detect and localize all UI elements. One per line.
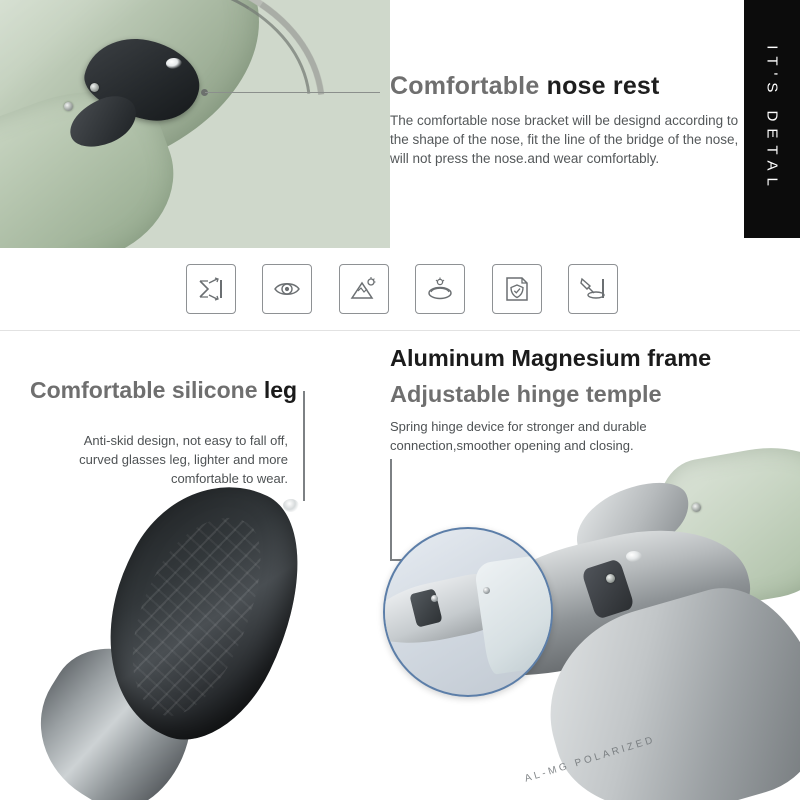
- magnifier-screw-b: [483, 587, 490, 594]
- sunglasses-nose-photo: [0, 0, 390, 248]
- silicone-leg-heading: [30, 377, 297, 404]
- detail-side-tab-label: IT'S DETAL: [763, 45, 781, 193]
- feature-icon-row: [186, 262, 618, 316]
- frame-brand-text: AL-MG POLARIZED: [523, 734, 657, 785]
- magnifier-lens-edge: [474, 551, 553, 675]
- nose-bracket-highlight: [166, 58, 182, 69]
- uv-protection-icon: [186, 264, 236, 314]
- frame-callout-line-vertical: [390, 459, 392, 559]
- nose-rest-body: The comfortable nose bracket will be designd according to the shape of the nose, fit the line of the bridge of the nose, will not press the nose.and wear comfortably.: [390, 113, 739, 166]
- silicone-temple-photo: [30, 461, 340, 791]
- scratch-resistant-icon: [568, 264, 618, 314]
- silicone-leg-heading-part2: leg: [263, 377, 298, 403]
- frame-photo-screw-b: [692, 503, 701, 512]
- nose-rest-heading-part1: Comfortable: [390, 72, 540, 100]
- frame-heading-line1: Aluminum Magnesium frame: [390, 345, 712, 371]
- polarized-lens-icon: [415, 264, 465, 314]
- nose-rest-text-block: [390, 72, 740, 168]
- nose-rest-callout-line: [205, 92, 380, 93]
- frame-body: Spring hinge device for stronger and durable connection,smoother opening and closing.: [390, 419, 647, 453]
- nose-rest-heading-part2: nose rest: [546, 72, 660, 100]
- detail-side-tab: [744, 0, 800, 238]
- anti-glare-icon: [339, 264, 389, 314]
- frame-photo-screw-a: [606, 574, 615, 583]
- frame-and-leg-section: [0, 331, 800, 800]
- nose-rest-heading: [390, 72, 740, 101]
- silicone-leg-heading-part1: Comfortable silicone: [30, 377, 258, 403]
- frame-screw-upper: [90, 83, 99, 92]
- magnifier-screw-a: [431, 595, 438, 602]
- frame-photo-highlight: [626, 551, 642, 562]
- eye-care-icon: [262, 264, 312, 314]
- nose-rest-section: [0, 0, 800, 248]
- frame-screw-lower: [64, 102, 73, 111]
- frame-heading-line2: Adjustable hinge temple: [390, 381, 662, 407]
- hinge-magnifier-callout: [383, 527, 553, 697]
- impact-resistant-icon: [492, 264, 542, 314]
- silicone-leg-body: Anti-skid design, not easy to fall off, curved glasses leg, lighter and more comfortable to wear.: [79, 433, 288, 486]
- temple-tip-highlight: [283, 499, 299, 512]
